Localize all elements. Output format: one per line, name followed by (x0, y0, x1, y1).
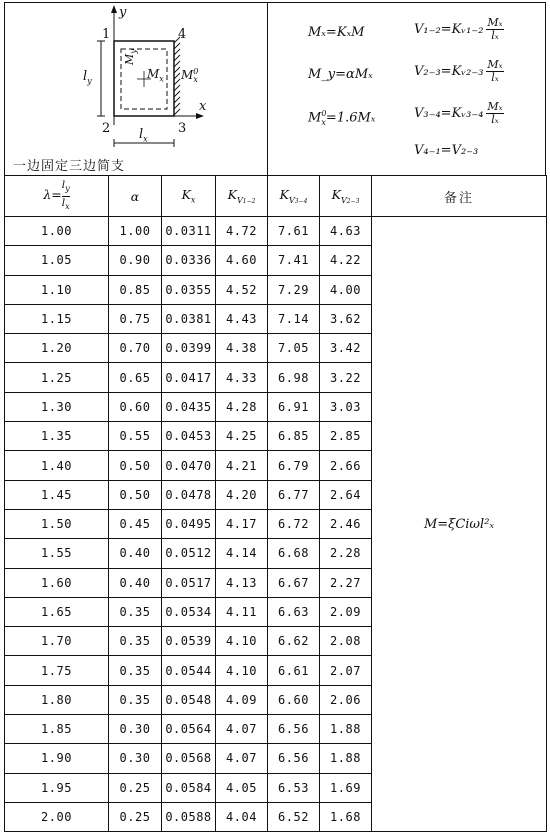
formula-cell (268, 3, 545, 175)
table-cell: 0.0534 (162, 597, 216, 626)
table-cell: 2.46 (320, 509, 372, 538)
table-cell: 0.55 (109, 422, 162, 451)
table-cell: 1.95 (5, 773, 109, 802)
table-cell: 4.00 (320, 275, 372, 304)
table-cell: 1.25 (5, 363, 109, 392)
table-cell: 4.22 (320, 246, 372, 275)
table-cell: 1.68 (320, 802, 372, 831)
table-cell: 2.07 (320, 656, 372, 685)
table-cell: 0.25 (109, 802, 162, 831)
table-cell: 6.63 (268, 597, 320, 626)
table-cell: 6.60 (268, 685, 320, 714)
table-cell: 1.05 (5, 246, 109, 275)
table-cell: 1.69 (320, 773, 372, 802)
header-lambda: λ= $\frac{l_y}{l_x}$ (5, 176, 109, 217)
fixed-edge-hatch (174, 37, 180, 115)
table-cell: 4.28 (216, 392, 268, 421)
table-cell: 1.75 (5, 656, 109, 685)
table-cell: 1.55 (5, 539, 109, 568)
table-cell: 0.35 (109, 685, 162, 714)
table-cell: 1.10 (5, 275, 109, 304)
table-row (5, 217, 547, 246)
table-cell: 2.27 (320, 568, 372, 597)
corner-1-label: 1 (102, 27, 111, 42)
table-cell: 0.40 (109, 539, 162, 568)
table-cell: 0.0478 (162, 480, 216, 509)
table-cell: 1.50 (5, 509, 109, 538)
table-cell: 3.42 (320, 334, 372, 363)
table-cell: 4.43 (216, 304, 268, 333)
table-cell: 0.0336 (162, 246, 216, 275)
table-cell: 6.56 (268, 715, 320, 744)
table-cell: 4.52 (216, 275, 268, 304)
table-cell: 0.0568 (162, 744, 216, 773)
formula-my: M_y=αMₓ (308, 67, 373, 82)
table-cell: 3.62 (320, 304, 372, 333)
table-cell: 4.63 (320, 217, 372, 246)
table-cell: 1.20 (5, 334, 109, 363)
table-cell: 6.72 (268, 509, 320, 538)
table-cell: 4.60 (216, 246, 268, 275)
table-cell: 0.35 (109, 656, 162, 685)
table-cell: 6.68 (268, 539, 320, 568)
coefficient-table (4, 175, 547, 832)
table-cell: 2.66 (320, 451, 372, 480)
table-cell: 6.61 (268, 656, 320, 685)
table-cell: 4.09 (216, 685, 268, 714)
header-alpha: α (109, 176, 162, 217)
y-axis-arrow (111, 5, 117, 13)
table-cell: 0.65 (109, 363, 162, 392)
table-cell: 0.0588 (162, 802, 216, 831)
table-cell: 1.45 (5, 480, 109, 509)
table-cell: 0.0453 (162, 422, 216, 451)
table-cell: 1.30 (5, 392, 109, 421)
table-cell: 0.0584 (162, 773, 216, 802)
table-cell: 4.20 (216, 480, 268, 509)
formula-v41: V₄₋₁=V₂₋₃ (414, 143, 479, 158)
table-cell: 1.80 (5, 685, 109, 714)
table-cell: 0.35 (109, 627, 162, 656)
table-cell: 7.29 (268, 275, 320, 304)
table-cell: 3.03 (320, 392, 372, 421)
table-cell: 6.67 (268, 568, 320, 597)
table-cell: 4.10 (216, 656, 268, 685)
table-cell: 0.40 (109, 568, 162, 597)
table-cell: 0.50 (109, 480, 162, 509)
table-cell: 0.30 (109, 744, 162, 773)
table-cell: 0.0311 (162, 217, 216, 246)
table-cell: 4.25 (216, 422, 268, 451)
formula-v23: V₂₋₃=Kᵥ₂₋₃ $\frac{\text{Mₓ}}{\text{lₓ}}$ (414, 58, 503, 84)
table-cell: 0.0544 (162, 656, 216, 685)
table-cell: 1.65 (5, 597, 109, 626)
table-cell: 0.0512 (162, 539, 216, 568)
table-cell: 4.10 (216, 627, 268, 656)
table-cell: 2.09 (320, 597, 372, 626)
table-cell: 2.00 (5, 802, 109, 831)
axis-y-label: y (119, 5, 127, 20)
table-cell: 1.88 (320, 744, 372, 773)
table-cell: 4.05 (216, 773, 268, 802)
table-header-row (5, 176, 547, 217)
ly-label: $l_y$ (83, 69, 92, 86)
header-kx: $K_x$ (162, 176, 216, 217)
table-cell: 7.14 (268, 304, 320, 333)
formula-mx0: $M^0_x=1.6M_x$ (308, 109, 376, 127)
table-cell: 0.30 (109, 715, 162, 744)
table-cell: 1.85 (5, 715, 109, 744)
table-cell: 0.75 (109, 304, 162, 333)
table-cell: 0.50 (109, 451, 162, 480)
table-cell: 1.90 (5, 744, 109, 773)
table-cell: 6.52 (268, 802, 320, 831)
table-cell: 0.0355 (162, 275, 216, 304)
table-cell: 6.62 (268, 627, 320, 656)
table-cell: 6.56 (268, 744, 320, 773)
table-cell: 2.85 (320, 422, 372, 451)
corner-2-label: 2 (102, 121, 111, 136)
table-cell: 4.17 (216, 509, 268, 538)
table-cell: 6.98 (268, 363, 320, 392)
table-cell: 0.85 (109, 275, 162, 304)
table-cell: 0.0399 (162, 334, 216, 363)
header-kv12: $K_{V1-2}$ (216, 176, 268, 217)
header-block (4, 2, 546, 176)
table-cell: 6.79 (268, 451, 320, 480)
table-cell: 4.72 (216, 217, 268, 246)
table-cell: 0.45 (109, 509, 162, 538)
formula-v12: V₁₋₂=Kᵥ₁₋₂ $\frac{\text{Mₓ}}{\text{lₓ}}$ (414, 16, 503, 42)
table-cell: 0.0564 (162, 715, 216, 744)
plate-diagram-cell (5, 3, 268, 175)
table-cell: 1.60 (5, 568, 109, 597)
table-cell: 0.35 (109, 597, 162, 626)
corner-3-label: 3 (178, 121, 187, 136)
table-cell: 4.07 (216, 715, 268, 744)
table-cell: 4.04 (216, 802, 268, 831)
table-cell: 7.61 (268, 217, 320, 246)
table-cell: 0.60 (109, 392, 162, 421)
table-cell: 1.00 (5, 217, 109, 246)
table-cell: 0.0495 (162, 509, 216, 538)
table-cell: 4.38 (216, 334, 268, 363)
header-kv23: $K_{V2-3}$ (320, 176, 372, 217)
table-cell: 4.07 (216, 744, 268, 773)
table-cell: 0.0548 (162, 685, 216, 714)
my-label: $M_y$ (123, 49, 139, 65)
table-cell: 4.33 (216, 363, 268, 392)
table-cell: 0.0470 (162, 451, 216, 480)
table-cell: 0.70 (109, 334, 162, 363)
table-cell: 0.0381 (162, 304, 216, 333)
table-cell: 3.22 (320, 363, 372, 392)
table-cell: 0.0517 (162, 568, 216, 597)
mx0-label: $M^0_x$ (181, 67, 199, 85)
formula-v34: V₃₋₄=Kᵥ₃₋₄ $\frac{\text{Mₓ}}{\text{lₓ}}$ (414, 100, 503, 126)
lx-label: $l_x$ (139, 127, 148, 144)
table-cell: 1.15 (5, 304, 109, 333)
table-cell: 2.08 (320, 627, 372, 656)
plate-diagram (5, 3, 267, 153)
table-cell: 7.05 (268, 334, 320, 363)
note-cell: M=ξCiωl²ₓ (372, 217, 547, 832)
table-body (5, 217, 547, 832)
table-cell: 7.41 (268, 246, 320, 275)
table-cell: 6.77 (268, 480, 320, 509)
table-cell: 1.88 (320, 715, 372, 744)
table-cell: 1.35 (5, 422, 109, 451)
corner-4-label: 4 (178, 27, 187, 42)
table-cell: 1.70 (5, 627, 109, 656)
diagram-caption: 一边固定三边简支 (13, 159, 126, 174)
table-cell: 6.85 (268, 422, 320, 451)
mx-label: $M_x$ (147, 67, 164, 84)
table-cell: 2.64 (320, 480, 372, 509)
table-cell: 4.14 (216, 539, 268, 568)
axis-x-label: x (199, 99, 207, 114)
table-cell: 4.11 (216, 597, 268, 626)
table-cell: 0.0539 (162, 627, 216, 656)
table-cell: 4.21 (216, 451, 268, 480)
table-cell: 1.40 (5, 451, 109, 480)
table-cell: 1.00 (109, 217, 162, 246)
header-note: 备注 (372, 176, 547, 217)
table-cell: 0.25 (109, 773, 162, 802)
header-kv34: $K_{V3-4}$ (268, 176, 320, 217)
table-cell: 4.13 (216, 568, 268, 597)
formula-mx: Mₓ=KₓM (308, 25, 365, 40)
table-cell: 2.28 (320, 539, 372, 568)
table-cell: 6.53 (268, 773, 320, 802)
table-cell: 0.0417 (162, 363, 216, 392)
table-cell: 6.91 (268, 392, 320, 421)
table-cell: 0.0435 (162, 392, 216, 421)
table-cell: 0.90 (109, 246, 162, 275)
table-cell: 2.06 (320, 685, 372, 714)
